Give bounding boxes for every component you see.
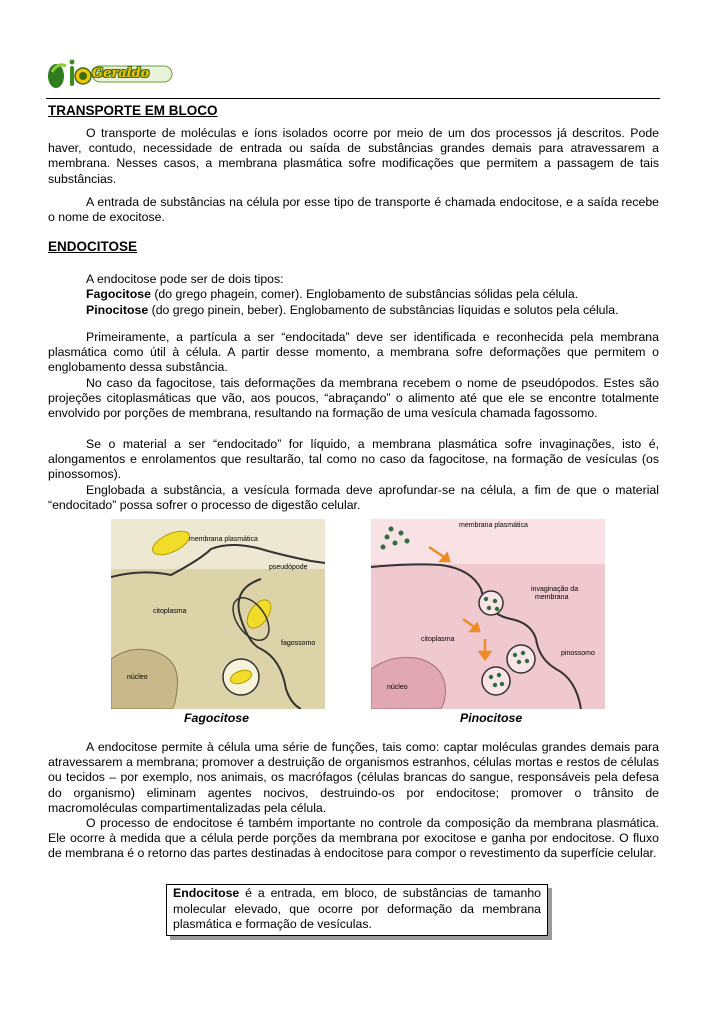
after-paragraph-2: O processo de endocitose é também importante no controle da composição da membrana plasmática. Ele ocorre à medida que a célula perde porções da membrana por exocitose e ganha por endocitose. O fluxo de membrana é o retorno das partes destinadas à endocitose para compor o revestimento da superfície celular. <box>48 816 659 861</box>
invagination-vesicle <box>479 591 503 615</box>
caption-fagocitose: Fagocitose <box>184 711 249 725</box>
logo-text: Geraldo <box>92 66 150 81</box>
fagocitose-figure <box>111 519 325 709</box>
type-fagocitose <box>86 287 666 302</box>
label-citoplasma: citoplasma <box>153 608 187 615</box>
label-citoplasma: citoplasma <box>421 636 455 643</box>
pinossomo-vesicle <box>482 667 510 695</box>
label-invaginacao: invaginação da <box>531 586 579 593</box>
section-paragraph-4: Englobada a substância, a vesícula formada deve aprofundar-se na célula, a fim de que o material “endocitado” possa sofrer o processo de digestão celular. <box>48 483 659 513</box>
label-fagossomo: fagossomo <box>281 640 316 647</box>
type-pinocitose <box>86 303 666 318</box>
section-paragraph-2: No caso da fagocitose, tais deformações da membrana recebem o nome de pseudópodos. Estes são projeções citoplasmáticas que vão, aos poucos, “abraçando” o alimento até que ele se encontre totalmente envolvido por porções de membrana, resultando na formação de uma vesícula chamada fagossomo. <box>48 376 659 421</box>
page-title: TRANSPORTE EM BLOCO <box>48 103 218 118</box>
pinocitose-figure <box>371 519 605 709</box>
section-paragraph-3: Se o material a ser “endocitado” for líquido, a membrana plasmática sofre invaginações, isto é, alongamentos e enrolamentos que resultarão, tal como no caso da fagocitose, na formação de vesículas (os pinossomos). <box>48 437 659 482</box>
summary-term: Endocitose <box>173 886 240 900</box>
header-rule <box>46 98 660 99</box>
after-paragraph-1: A endocitose permite à célula uma série de funções, tais como: captar moléculas grandes demais para atravessarem a membrana; promover a destruição de organismos estranhos, células mortas e restos de células ou tecidos – por exemplo, nos animais, os macrófagos (células brancas do sangue, responsáveis pela defesa do organismo) eliminam agentes nocivos, destruindo-os por endocitose; promover o trânsito de macromoléculas compartimentalizadas pela célula. <box>48 740 659 815</box>
section-paragraph-1: Primeiramente, a partícula a ser “endocitada” deve ser identificada e reconhecida pela membrana plasmática como útil à célula. A partir desse momento, a membrana sofre deformações que permitem o englobamento dessa substância. <box>48 330 659 375</box>
intro-paragraph-1: O transporte de moléculas e íons isolados ocorre por meio de um dos processos já descritos. Pode haver, contudo, necessidade de entrada ou saída de substâncias grandes demais para atravessarem a membrana. Nesses casos, a membrana plasmática sofre modificações que permitem a passagem de tais substâncias. <box>48 126 659 186</box>
type-term: Fagocitose <box>86 287 151 302</box>
intro-paragraph-2: A entrada de substâncias na célula por esse tipo de transporte é chamada endocitose, e a saída recebe o nome de exocitose. <box>48 195 659 225</box>
label-membrana: membrana plasmática <box>459 522 528 529</box>
label-invaginacao-2: membrana <box>535 594 569 601</box>
label-membrana: membrana plasmática <box>189 536 258 543</box>
label-nucleo: núcleo <box>387 684 408 691</box>
summary-text: é a entrada, em bloco, de substâncias de tamanho molecular elevado, que ocorre por deformação da membrana plasmática e formação de vesículas. <box>173 886 541 931</box>
section-title-endocitose: ENDOCITOSE <box>48 239 138 254</box>
label-nucleo: núcleo <box>127 674 148 681</box>
type-desc: (do grego pinein, beber). Englobamento de substâncias líquidas e solutos pela célula. <box>148 302 619 317</box>
type-desc: (do grego phagein, comer). Englobamento de substâncias sólidas pela célula. <box>150 287 579 302</box>
caption-pinocitose: Pinocitose <box>460 711 523 725</box>
type-term: Pinocitose <box>86 302 149 317</box>
label-pseudopode: pseudópode <box>269 564 308 571</box>
types-intro: A endocitose pode ser de dois tipos: <box>86 272 284 286</box>
summary-box <box>166 884 548 936</box>
endocitose-types-list <box>86 272 666 318</box>
label-pinossomo: pinossomo <box>561 650 595 657</box>
